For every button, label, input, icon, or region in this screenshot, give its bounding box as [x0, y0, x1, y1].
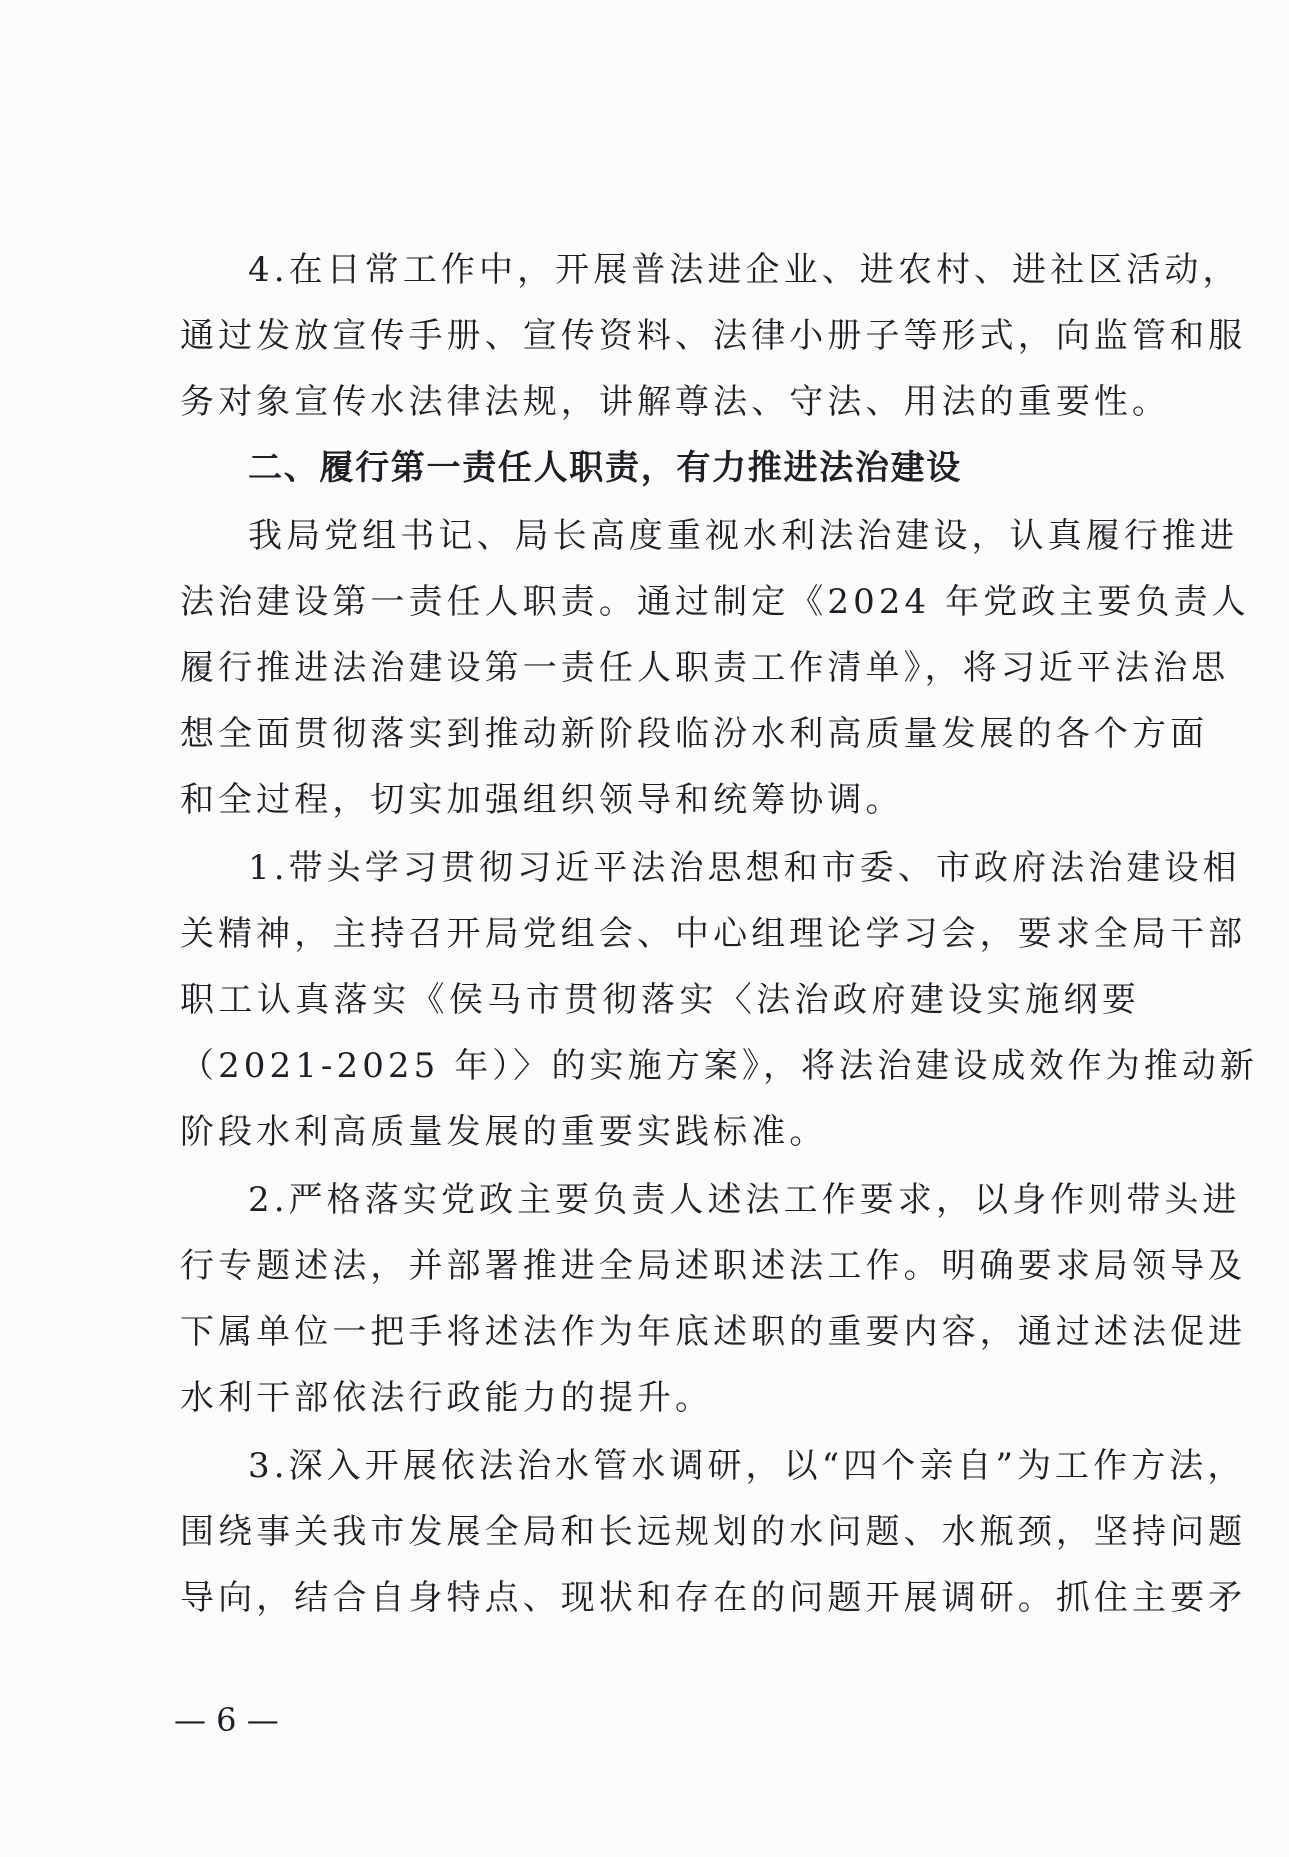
body-line: 3.深入开展依法治水管水调研，以“四个亲自”为工作方法， [248, 1446, 1246, 1486]
body-line: 阶段水利高质量发展的重要实践标准。 [180, 1112, 828, 1152]
body-line: 导向，结合自身特点、现状和存在的问题开展调研。抓住主要矛 [180, 1578, 1247, 1618]
body-line: 1.带头学习贯彻习近平法治思想和市委、市政府法治建设相 [248, 848, 1241, 888]
body-line: 水利干部依法行政能力的提升。 [180, 1378, 714, 1418]
body-line: 4.在日常工作中，开展普法进企业、进农村、进社区活动， [248, 250, 1241, 290]
body-line: （2021-2025 年）〉的实施方案》，将法治建设成效作为推动新 [180, 1046, 1258, 1086]
body-line: 务对象宣传水法律法规，讲解尊法、守法、用法的重要性。 [180, 382, 1171, 422]
body-line: 和全过程，切实加强组织领导和统筹协调。 [180, 780, 904, 820]
body-line: 想全面贯彻落实到推动新阶段临汾水利高质量发展的各个方面 [180, 714, 1209, 754]
page-number: — 6 — [174, 1701, 279, 1739]
body-line: 通过发放宣传手册、宣传资料、法律小册子等形式，向监管和服 [180, 316, 1247, 356]
body-line: 法治建设第一责任人职责。通过制定《2024 年党政主要负责人 [180, 582, 1250, 622]
body-line: 关精神，主持召开局党组会、中心组理论学习会，要求全局干部 [180, 914, 1247, 954]
body-line: 履行推进法治建设第一责任人职责工作清单》，将习近平法治思 [180, 648, 1230, 688]
body-line: 行专题述法，并部署推进全局述职述法工作。明确要求局领导及 [180, 1246, 1247, 1286]
body-line: 下属单位一把手将述法作为年底述职的重要内容，通过述法促进 [180, 1312, 1247, 1352]
body-line: 我局党组书记、局长高度重视水利法治建设，认真履行推进 [248, 516, 1239, 556]
body-line: 职工认真落实《侯马市贯彻落实〈法治政府建设实施纲要 [180, 980, 1140, 1020]
section-heading: 二、履行第一责任人职责，有力推进法治建设 [248, 448, 962, 488]
body-line: 围绕事关我市发展全局和长远规划的水问题、水瓶颈，坚持问题 [180, 1512, 1247, 1552]
body-line: 2.严格落实党政主要负责人述法工作要求，以身作则带头进 [248, 1180, 1241, 1220]
